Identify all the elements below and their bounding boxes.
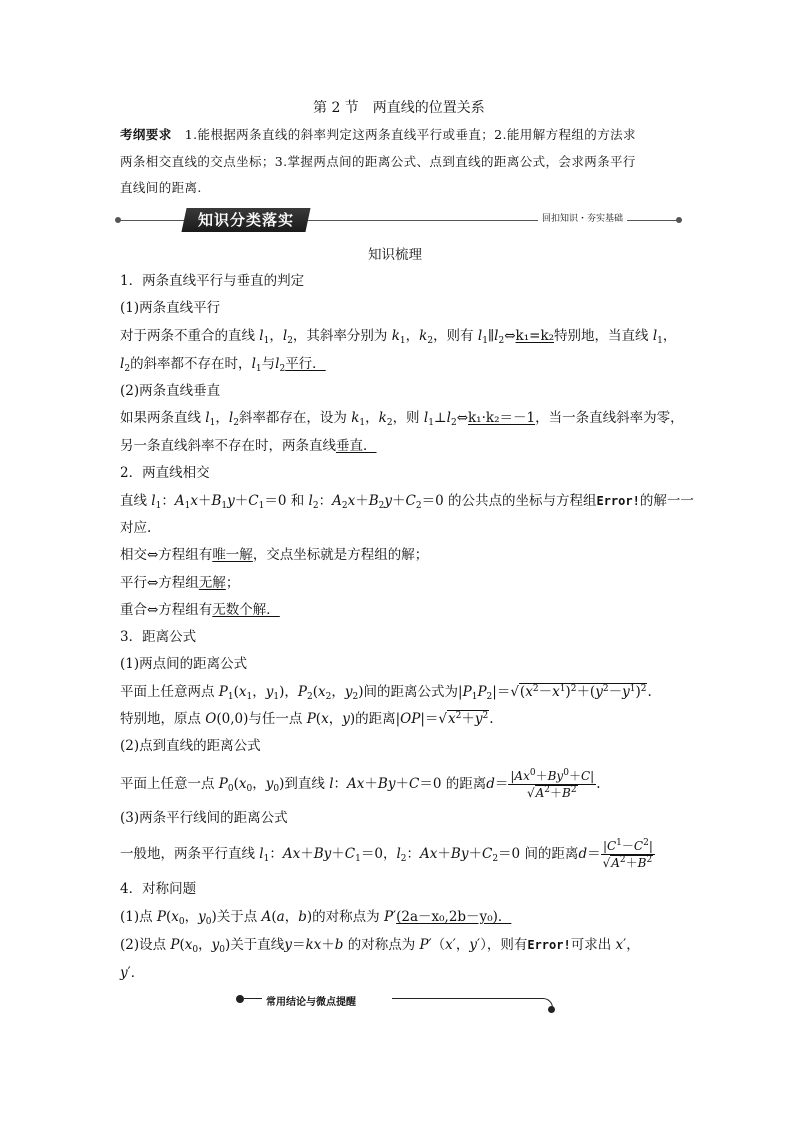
s3-p1-line2: 特别地，原点 O(0,0)与任一点 P(x，y)的距离$|OP|=√x^2+y^2$. [120,711,494,727]
s4-p2-line1: (2)设点 $P(x_0$，$y_0$)关于直线y＝kx＋b 的对称点为 P′（x′，y′），则有Error!可求出 x′， [120,937,640,955]
s2-heading: 2．两直线相交 [120,465,210,481]
s1-p2-line1: 如果两条直线 $l_1$，$l_2$斜率都存在，设为 $k_1$，$k_2$，则 $l_1\perp l_2\Leftrightarrow k_1\cdot k_2=-1$，当一条直线斜率为零， [120,410,684,428]
banner-tag: 回扣知识・夯实基础 [538,211,627,224]
syllabus-line-1: 考纲要求 1.能根据两条直线的斜率判定这两条直线平行或垂直；2.能用解方程组的方法求 [120,127,636,142]
s3-heading: 3．距离公式 [120,629,197,645]
syllabus-line-3: 直线间的距离. [120,180,202,195]
s1-p1-title: (1)两条直线平行 [120,300,221,316]
s3-p3-title: (3)两条平行线间的距离公式 [120,810,288,826]
s3-p3-line1: 一般地，两条平行直线 $l_1$：$Ax+By+C_1=0$，$l_2$：$Ax+By+C_2=0$ 间的距离d＝ $\frac{|C^1-C^2|}{√A^2+B^2}$ [120,836,655,872]
footer-dot-right [548,1006,555,1013]
s1-p2-line2: 另一条直线斜率不存在时，两条直线垂直． [120,438,377,454]
s2-coincide: 重合⇔方程组有无数个解． [120,602,280,618]
section-banner: 知识分类落实 [181,208,310,232]
subheading: 知识梳理 [368,247,422,263]
s2-line1: 直线 $l_1$：$A_1x+B_1y+C_1=0$ 和 $l_2$：$A_2x+B_2y+C_2=0$ 的公共点的坐标与方程组Error!的解一一 [120,493,694,511]
s4-p2-line2: y′． [120,965,145,981]
syllabus-line-2: 两条相交直线的交点坐标；3.掌握两点间的距离公式、点到直线的距离公式，会求两条平行 [120,154,636,169]
s1-heading: 1．两条直线平行与垂直的判定 [120,273,305,289]
s4-p1: (1)点 $P(x_0$，$y_0$)关于点 A(a，b)的对称点为 P′(2a－x₀,2b－y₀)． [120,909,512,927]
s3-p1-title: (1)两点间的距离公式 [120,656,248,672]
s3-p2-line1: 平面上任意一点 $P_0(x_0$，$y_0$)到直线 l：Ax＋By＋C＝0 的距离d＝ $\frac{|Ax^0+By^0+C|}{√A^2+B^2}$ . [120,768,601,800]
syllabus-label: 考纲要求 [120,127,172,142]
page-title: 第 2 节 两直线的位置关系 [313,100,485,116]
banner-dot-left [115,217,121,223]
banner-dot-right [676,217,682,223]
s2-line2: 对应. [120,520,152,536]
s1-p1-line1: 对于两条不重合的直线 $l_1$，$l_2$，其斜率分别为 $k_1$，$k_2$，则有 $l_1\parallel l_2\Leftrightarrow k_1=k_2$特别地，当直线 $l_1$， [120,328,677,346]
footer-heading: 常用结论与微点提醒 [266,997,356,1008]
s3-p2-title: (2)点到直线的距离公式 [120,738,261,754]
footer-rule-left [244,998,262,999]
s1-p1-line2: $l_2$的斜率都不存在时，$l_1$与$l_2$平行． [120,356,326,374]
s3-p1-line1: 平面上任意两点 $P_1(x_1$，$y_1$)，$P_2(x_2$，$y_2$)间的距离公式为$|P_1P_2|=√(x^2-x^1)^2+(y^2-y^1)^2$. [120,684,652,702]
s4-heading: 4．对称问题 [120,881,197,897]
footer-dot-left [236,995,244,1003]
s2-intersect: 相交⇔方程组有唯一解，交点坐标就是方程组的解； [120,547,429,563]
s2-parallel: 平行⇔方程组无解； [120,575,240,591]
footer-rule-right [392,998,542,999]
s1-p2-title: (2)两条直线垂直 [120,383,221,399]
